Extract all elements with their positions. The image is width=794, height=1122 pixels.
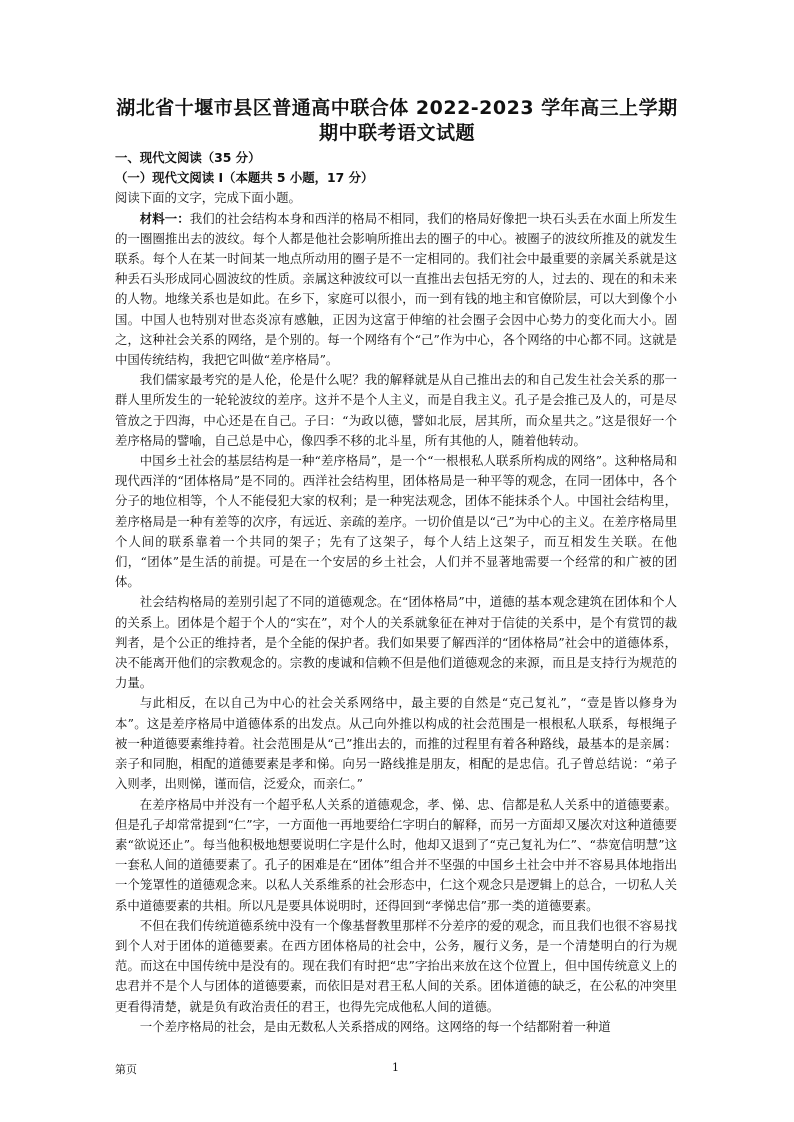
paragraph-1-text: 我们的社会结构本身和西洋的格局不相同，我们的格局好像把一块石头丢在水面上所发生的一圈圈推出去的波纹。每个人都是他社会影响所推出去的圈子的中心。被圈子的波纹所推及的就发生联系。每个人在某一时间某一地点所动用的圈子是不一定相同的。我们社会中最重要的亲属关系就是这种丢石头形成同心圆波纹的性质。亲属这种波纹可以一直推出去包括无穷的人，过去的、现在的和未来的人物。地缘关系也是如此。在乡下，家庭可以很小，而一到有钱的地主和官僚阶层，可以大到像个小国。中国人也特别对世态炎凉有感触，正因为这富于伸缩的社会圈子会因中心势力的变化而大小。固之，这种社会关系的网络，是个别的。每一个网络有个“己”作为中心，各个网络的中心都不同。这就是中国传统结构，我把它叫做“差序格局”。 xyxy=(115,210,678,368)
material-label: 材料一： xyxy=(139,210,190,226)
reading-instruction: 阅读下面的文字，完成下面小题。 xyxy=(115,190,301,206)
paragraph-5: 与此相反，在以自己为中心的社会关系网络中，最主要的自然是“克己复礼”，“壹是皆以修身为本”。这是差序格局中道德体系的出发点。从己向外推以构成的社会范围是一根根私人联系，每根绳子被一种道德要素维持着。社会范围是从“己”推出去的，而推的过程里有着各种路线，最基本的是亲属：亲子和同胞，相配的道德要素是孝和悌。向另一路线推是朋友，相配的是忠信。孔子曾总结说：“弟子入则孝，出则悌，谨而信，泛爱众，而亲仁。” xyxy=(115,695,677,792)
paragraph-1 xyxy=(115,209,677,371)
paragraph-6: 在差序格局中并没有一个超乎私人关系的道德观念，孝、悌、忠、信都是私人关系中的道德要素。但是孔子却常常提到“仁”字，一方面他一再地要给仁字明白的解释，而另一方面却又屡次对这种道德要素“欲说还止”。每当他积极地想要说明仁字是什么时，他却又退到了“克己复礼为仁”、“恭宽信明慧”这一套私人间的道德要素了。孔子的困难是在“团体”组合并不坚强的中国乡土社会中并不容易具体地指出一个笼罩性的道德观念来。以私人关系维系的社会形态中，仁这个观念只是逻辑上的总合，一切私人关系中道德要素的共相。所以凡是要具体说明时，还得回到“孝悌忠信”那一类的道德要素。 xyxy=(115,796,677,913)
exam-content xyxy=(115,148,677,1037)
paragraph-3: 中国乡土社会的基层结构是一种“差序格局”，是一个“一根根私人联系所构成的网络”。这种格局和现代西洋的“团体格局”是不同的。西洋社会结构里，团体格局是一种平等的观念，在同一团体中，各个分子的地位相等，个人不能侵犯大家的权利；是一种宪法观念，团体不能抹杀个人。中国社会结构里，差序格局是一种有差等的次序，有远近、亲疏的差序。一切价值是以“己”为中心的主义。在差序格局里个人间的联系靠着一个共同的架子；先有了这架子，每个人结上这架子，而互相发生关联。在他们，“团体”是生活的前提。可是在一个安居的乡土社会，人们并不显著地需要一个经常的和广被的团体。 xyxy=(115,453,677,590)
paragraph-8: 一个差序格局的社会，是由无数私人关系搭成的网络。这网络的每一个结都附着一种道 xyxy=(139,1018,611,1034)
footer-page-label: 第页 xyxy=(115,1063,137,1076)
title-line-2: 期中联考语文试题 xyxy=(318,122,475,144)
paragraph-2: 我们儒家最考究的是人伦，伦是什么呢？我的解释就是从自己推出去的和自己发生社会关系的那一群人里所发生的一轮轮波纹的差序。这并不是个人主义，而是自我主义。孔子是会推己及人的，可是尽管放之于四海，中心还是在自己。子曰：“为政以德，譬如北辰，居其所，而众星共之。”这是很好一个差序格局的譬喻，自己总是中心，像四季不移的北斗星，所有其他的人，随着他转动。 xyxy=(115,372,677,448)
title-line-1: 湖北省十堰市县区普通高中联合体 2022-2023 学年高三上学期 xyxy=(116,97,678,119)
paragraph-4: 社会结构格局的差别引起了不同的道德观念。在“团体格局”中，道德的基本观念建筑在团体和个人的关系上。团体是个超于个人的“实在”，对个人的关系就象征在神对于信徒的关系中，是个有赏罚的裁判者，是个公正的维持者，是个全能的保护者。我们如果要了解西洋的“团体格局”社会中的道德体系，决不能离开他们的宗教观念的。宗教的虔诚和信赖不但是他们道德观念的来源，而且是支持行为规范的力量。 xyxy=(115,594,677,691)
document-title xyxy=(100,96,694,146)
footer-page-number: 1 xyxy=(392,1061,399,1074)
paragraph-7: 不但在我们传统道德系统中没有一个像基督教里那样不分差序的爱的观念，而且我们也很不容易找到个人对于团体的道德要素。在西方团体格局的社会中，公务，履行义务，是一个清楚明白的行为规范。而这在中国传统中是没有的。现在我们有时把“忠”字抬出来放在这个位置上，但中国传统意义上的忠君并不是个人与团体的道德要素，而依旧是对君王私人间的关系。团体道德的缺乏，在公私的冲突里更看得清楚，就是负有政治责任的君王，也得先完成他私人间的道德。 xyxy=(115,917,677,1014)
subsection-heading: （一）现代文阅读 I（本题共 5 小题，17 分） xyxy=(115,170,374,186)
section-heading: 一、现代文阅读（35 分） xyxy=(115,150,261,165)
